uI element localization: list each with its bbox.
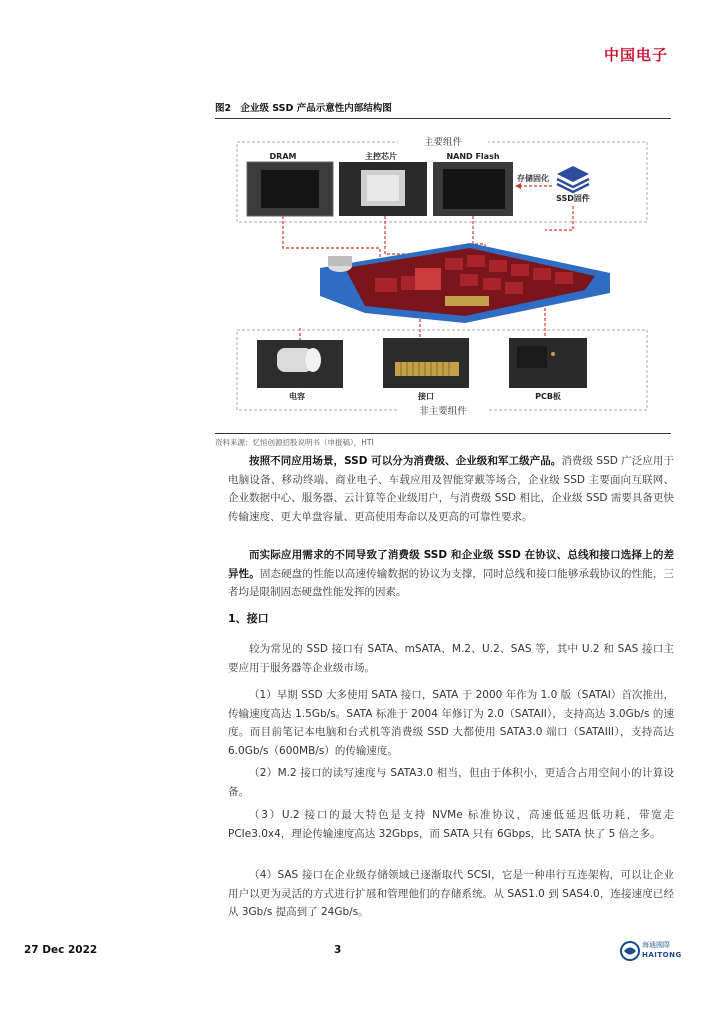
group-main-label: 主要组件 <box>423 137 463 148</box>
paragraph-1 <box>228 452 674 526</box>
section-heading-interface: 1、接口 <box>228 612 269 625</box>
paragraph-6-text: （3）U.2 接口的最大特色是支持 NVMe 标准协议，高速低延迟低功耗，带宽走 PCIe3.0x4，理论传输速度高达 32Gbps，而 SATA 只有 6Gbps，比 SATA 快了 5 倍之多。 <box>228 809 674 840</box>
paragraph-2-lead: 而实际应用需求的不同导致了消费级 SSD 和企业级 SSD 在协议、总线和接口选择上的差异性。 <box>228 549 674 580</box>
controller-label: 主控芯片 <box>365 152 397 161</box>
haitong-logo-icon <box>620 941 640 961</box>
ssd-structure-figure <box>215 118 671 430</box>
ssd-firmware-label: SSD固件 <box>556 194 590 203</box>
figure-title: 企业级 SSD 产品示意性内部结构图 <box>240 103 392 114</box>
paragraph-7-text: （4）SAS 接口在企业级存储领域已逐渐取代 SCSI，它是一种串行互连架构，可以让企业用户以更为灵活的方式进行扩展和管理他们的存储系统。从 SAS1.0 到 SAS4.0，连接速度已经从 3Gb/s 提高到了 24Gb/s。 <box>228 869 674 918</box>
nand-photo <box>433 162 513 216</box>
figure-source: 资料来源：忆恒创源招股说明书（申报稿），HTI <box>215 433 671 448</box>
haitong-logo <box>620 938 682 964</box>
group-minor-label: 非主要组件 <box>419 406 467 417</box>
layers-icon <box>557 166 589 192</box>
paragraph-3-text: 较为常见的 SSD 接口有 SATA、mSATA、M.2、U.2、SAS 等，其中 U.2 和 SAS 接口主要应用于服务器等企业级市场。 <box>228 643 674 674</box>
ssd-board-photo <box>320 243 610 323</box>
paragraph-1-lead: 按照不同应用场景，SSD 可以分为消费级、企业级和军工级产品。 <box>249 455 562 467</box>
paragraph-7 <box>228 866 674 922</box>
logo-cn-text: 海通國際 <box>642 941 670 949</box>
dram-label: DRAM <box>269 152 297 161</box>
paragraph-6 <box>228 806 674 843</box>
pcb-photo <box>509 338 587 388</box>
footer-date: 27 Dec 2022 <box>24 944 98 956</box>
paragraph-3 <box>228 640 674 677</box>
pcb-label: PCB板 <box>535 392 561 401</box>
capacitor-photo <box>257 340 343 388</box>
interface-label: 接口 <box>418 392 434 401</box>
page-number: 3 <box>334 944 342 956</box>
paragraph-4-text: （1）早期 SSD 大多使用 SATA 接口，SATA 于 2000 年作为 1.0 版（SATAI）首次推出，传输速度高达 1.5Gb/s。SATA 标准于 2004 年修订为 2.0（SATAII），支持高达 3.0Gb/s 的速度。而目前笔记本电脑和台式机等消费级 SSD 大都使用 SATA3.0 端口（SATAIII），支持高达 6.0Gb/s（600MB/s）的传输速度。 <box>228 689 674 757</box>
nand-label: NAND Flash <box>446 152 500 161</box>
paragraph-5 <box>228 764 674 801</box>
logo-en-text: HAITONG <box>642 951 682 959</box>
interface-photo <box>383 338 469 388</box>
storage-firmware-label: 存储固化 <box>517 174 549 183</box>
paragraph-2-text: 固态硬盘的性能以高速传输数据的协议为支撑，同时总线和接口能够承载协议的性能，三者均是限制固态硬盘性能发挥的因素。 <box>228 567 675 598</box>
figure-caption <box>215 100 671 119</box>
dram-photo <box>247 162 333 216</box>
paragraph-2 <box>228 546 674 602</box>
paragraph-1-text: 消费级 SSD 广泛应用于电脑设备、移动终端、商业电子、车载应用及智能穿戴等场合，企业级 SSD 主要面向互联网、企业数据中心、服务器、云计算等企业级用户，与消费级 SSD 相比，企业级 SSD 需要具备更快传输速度、更大单盘容量、更高使用寿命以及更高的可靠性要求。 <box>228 455 674 523</box>
header-brand: 中国电子 <box>603 46 668 64</box>
paragraph-5-text: （2）M.2 接口的读写速度与 SATA3.0 相当，但由于体积小，更适合占用空间小的计算设备。 <box>228 767 674 798</box>
controller-photo <box>339 162 427 216</box>
paragraph-4 <box>228 686 674 760</box>
capacitor-label: 电容 <box>289 392 305 401</box>
figure-number: 图2 <box>215 103 232 114</box>
